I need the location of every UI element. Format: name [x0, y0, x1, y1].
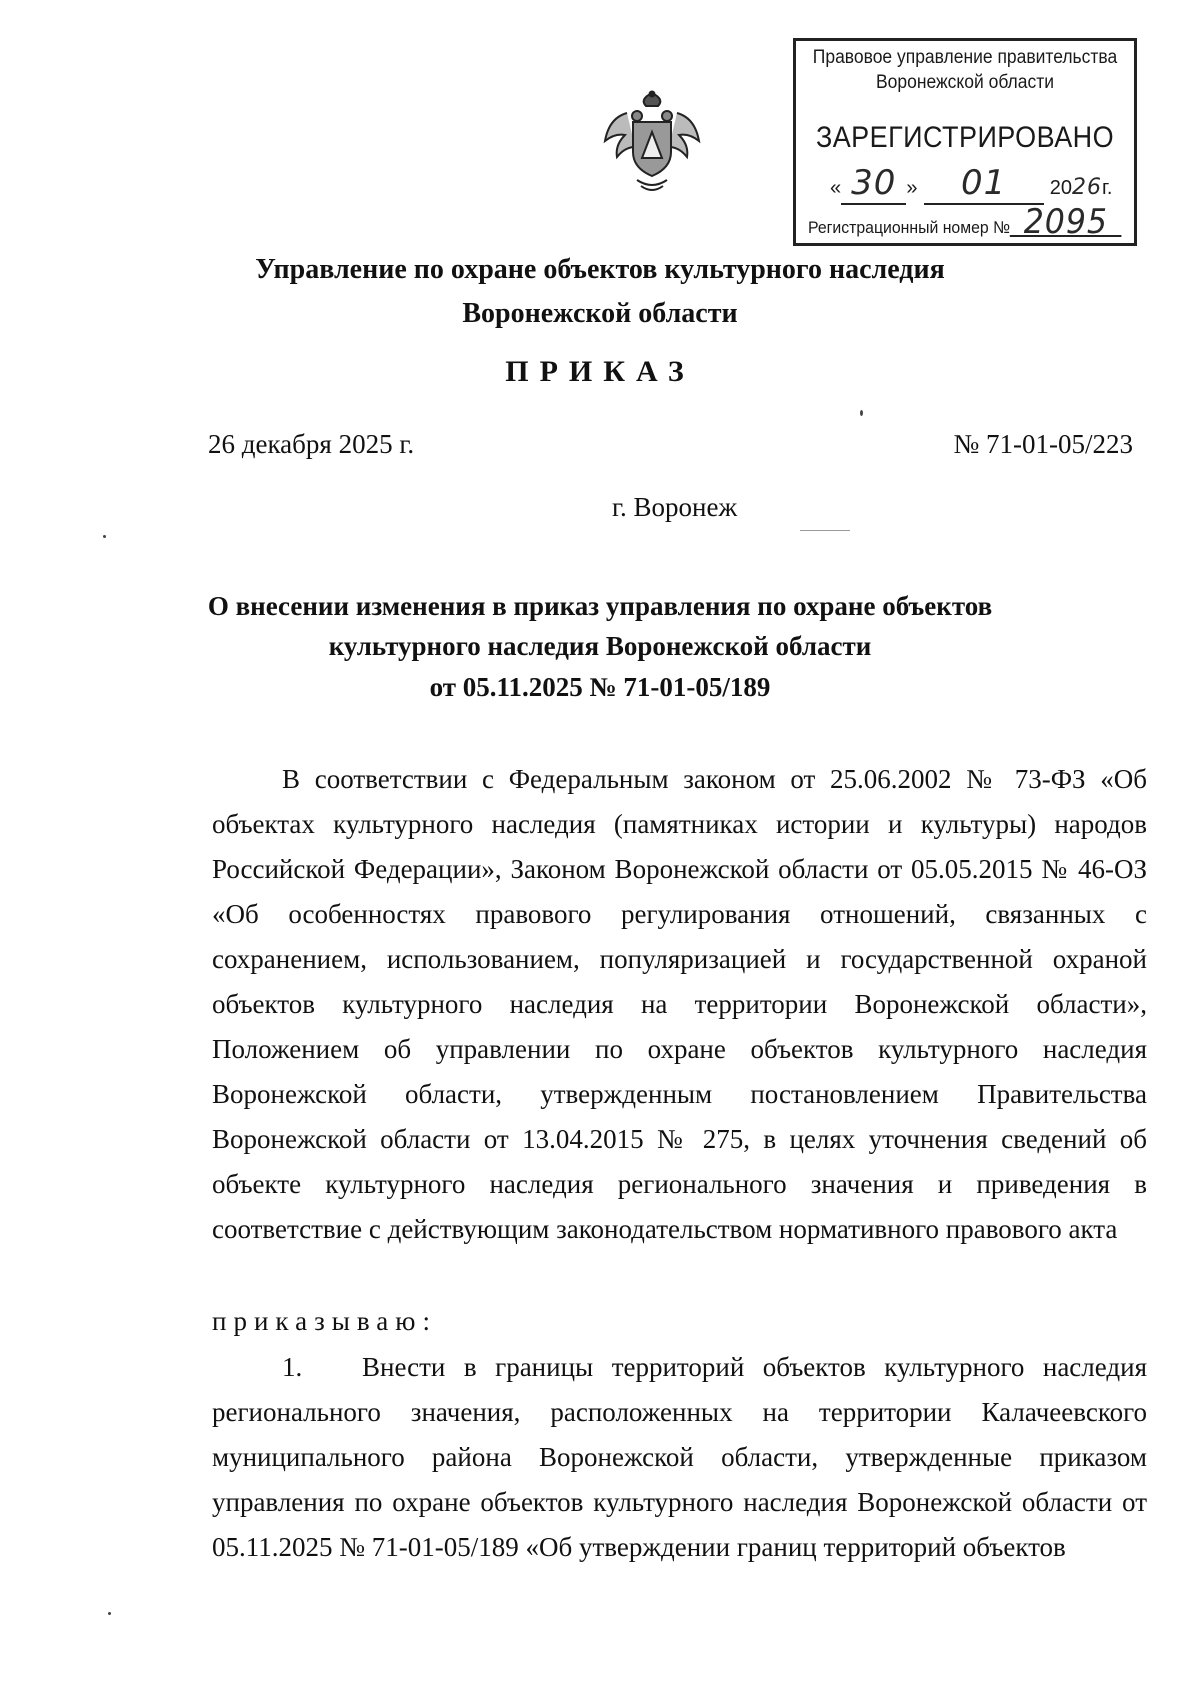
- document-city: г. Воронеж: [612, 492, 738, 522]
- subject-line2: культурного наследия Воронежской области: [328, 631, 872, 661]
- stamp-date-day: 30: [851, 163, 897, 203]
- stamp-reg-label: Регистрационный номер №: [808, 218, 1011, 237]
- scan-speck: [108, 1612, 111, 1615]
- stamp-title: ЗАРЕГИСТРИРОВАНО: [815, 121, 1115, 154]
- document-type: ПРИКАЗ: [505, 355, 695, 388]
- order-item-1: [212, 1345, 1147, 1570]
- scan-speck: [103, 535, 106, 538]
- stamp-date: « 30 » 01 2026г.: [830, 163, 1113, 203]
- scan-speck: [860, 410, 863, 416]
- document-date: 26 декабря 2025 г.: [208, 429, 415, 459]
- stamp-reg-number: 2095: [1023, 202, 1108, 242]
- stamp-date-year-unit: г.: [1102, 177, 1113, 199]
- coat-of-arms-icon: [597, 88, 707, 198]
- document-number: № 71-01-05/223: [953, 429, 1133, 459]
- scan-speck: [800, 530, 850, 531]
- subject-line1: О внесении изменения в приказ управления по охране объектов: [207, 591, 993, 621]
- issuer-line2: Воронежской области: [462, 298, 738, 329]
- registration-stamp: [793, 38, 1137, 246]
- stamp-date-year-suffix: 26: [1072, 175, 1103, 200]
- order-item-number: 1.: [282, 1352, 303, 1382]
- stamp-date-month: 01: [961, 163, 1007, 203]
- stamp-org-line1: Правовое управление правительства: [812, 47, 1118, 68]
- stamp-registration: [808, 202, 1122, 242]
- order-word: приказываю:: [212, 1306, 437, 1336]
- stamp-date-year-prefix: 20: [1049, 177, 1073, 199]
- stamp-org-line2: Воронежской области: [875, 72, 1054, 93]
- issuer-line1: Управление по охране объектов культурного наследия: [255, 254, 945, 285]
- preamble-paragraph: В соответствии с Федеральным законом от 25.06.2002 № 73-ФЗ «Об объектах культурного наследия (памятниках истории и культуры) народов Российской Федерации», Законом Воронежской области от 05.05.2015 № 46-ОЗ «Об особенностях правового регулирования отношений, связанных с сохранением, использованием, популяризацией и государственной охраной объектов культурного наследия на территории Воронежской области», Положением об управлении по охране объектов культурного наследия Воронежской области, утвержденным постановлением Правительства Воронежской области от 13.04.2015 № 275, в целях уточнения сведений об объекте культурного наследия регионального значения и приведения в соответствие с действующим законодательством нормативного правового акта: [212, 764, 1147, 1244]
- order-item-text: Внести в границы территорий объектов культурного наследия регионального значения, расположенных на территории Калачеевского муниципального района Воронежской области, утвержденные приказом управления по охране объектов культурного наследия Воронежской области от 05.11.2025 № 71-01-05/189 «Об утверждении границ территорий объектов: [212, 1352, 1147, 1562]
- subject-line3: от 05.11.2025 № 71-01-05/189: [429, 672, 771, 702]
